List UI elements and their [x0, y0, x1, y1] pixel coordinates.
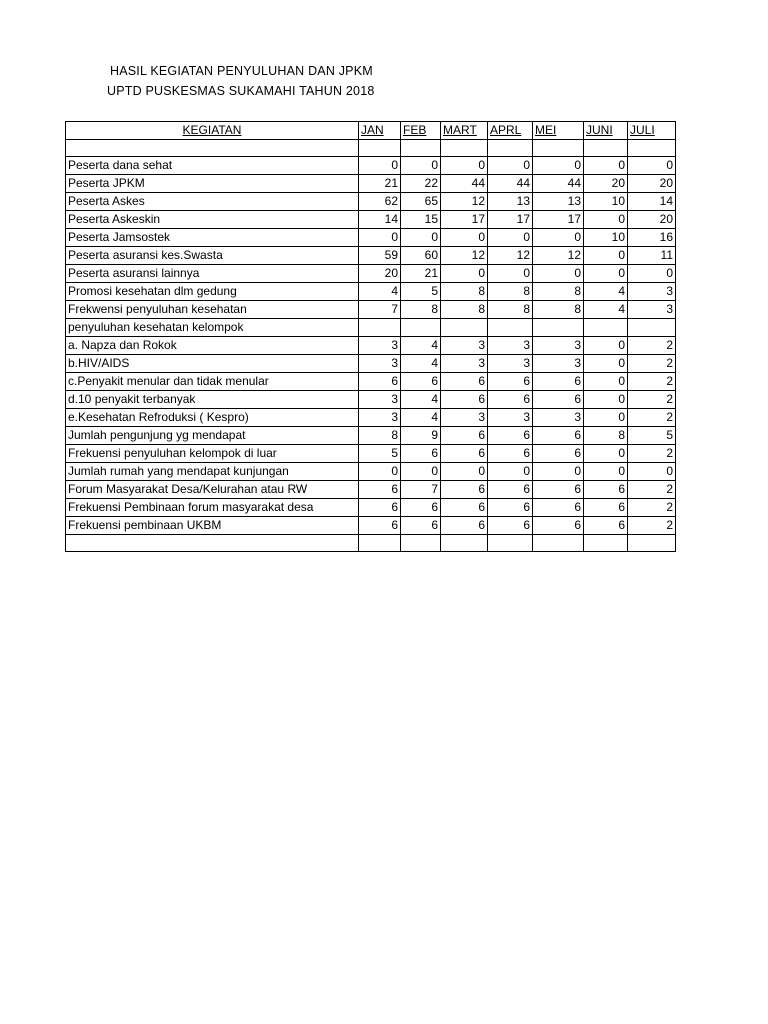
- empty-cell: [441, 535, 488, 552]
- row-value: 0: [533, 229, 584, 247]
- table-row: [66, 499, 676, 517]
- row-value: 6: [533, 445, 584, 463]
- row-value: [441, 319, 488, 337]
- row-value: 6: [488, 373, 533, 391]
- row-value: [488, 319, 533, 337]
- row-value: 3: [533, 337, 584, 355]
- row-value: 22: [401, 175, 441, 193]
- row-value: 20: [628, 175, 676, 193]
- table-row: [66, 391, 676, 409]
- row-value: 44: [441, 175, 488, 193]
- row-value: 0: [359, 229, 401, 247]
- row-value: 4: [401, 355, 441, 373]
- row-value: 11: [628, 247, 676, 265]
- row-value: 2: [628, 445, 676, 463]
- empty-cell: [66, 140, 359, 157]
- row-value: 12: [533, 247, 584, 265]
- row-value: 8: [401, 301, 441, 319]
- row-value: 3: [359, 409, 401, 427]
- row-value: 6: [533, 517, 584, 535]
- row-value: 0: [584, 409, 628, 427]
- row-label: Frekuensi penyuluhan kelompok di luar: [66, 445, 359, 463]
- row-value: 3: [533, 355, 584, 373]
- table-row: [66, 355, 676, 373]
- row-value: 3: [488, 409, 533, 427]
- row-label: Peserta Jamsostek: [66, 229, 359, 247]
- column-header-aprl: APRL: [488, 122, 533, 140]
- row-label: c.Penyakit menular dan tidak menular: [66, 373, 359, 391]
- row-value: 0: [584, 373, 628, 391]
- row-value: 0: [488, 463, 533, 481]
- activity-table: [65, 121, 676, 552]
- row-value: 12: [441, 193, 488, 211]
- row-label: Peserta JPKM: [66, 175, 359, 193]
- row-value: 0: [441, 229, 488, 247]
- empty-cell: [628, 140, 676, 157]
- row-value: 6: [488, 445, 533, 463]
- row-value: 8: [533, 283, 584, 301]
- table-row: [66, 373, 676, 391]
- row-value: 0: [628, 265, 676, 283]
- table-row: [66, 319, 676, 337]
- table-row: [66, 247, 676, 265]
- row-value: 4: [584, 283, 628, 301]
- column-header-mei: MEI: [533, 122, 584, 140]
- row-label: Frekwensi penyuluhan kesehatan: [66, 301, 359, 319]
- row-label: b.HIV/AIDS: [66, 355, 359, 373]
- row-label: Peserta Askes: [66, 193, 359, 211]
- table-row: [66, 175, 676, 193]
- empty-cell: [584, 535, 628, 552]
- row-value: 0: [359, 157, 401, 175]
- row-value: 0: [584, 355, 628, 373]
- row-value: 3: [488, 355, 533, 373]
- column-header-feb: FEB: [401, 122, 441, 140]
- column-header-juni: JUNI: [584, 122, 628, 140]
- row-label: Peserta asuransi kes.Swasta: [66, 247, 359, 265]
- row-value: 0: [584, 445, 628, 463]
- row-label: d.10 penyakit terbanyak: [66, 391, 359, 409]
- row-value: 2: [628, 373, 676, 391]
- row-value: 2: [628, 391, 676, 409]
- row-value: 14: [628, 193, 676, 211]
- row-value: 0: [401, 229, 441, 247]
- row-value: 0: [584, 247, 628, 265]
- row-label: e.Kesehatan Refroduksi ( Kespro): [66, 409, 359, 427]
- row-value: 5: [628, 427, 676, 445]
- table-row: [66, 517, 676, 535]
- row-value: 6: [488, 499, 533, 517]
- header-row: [66, 122, 676, 140]
- row-value: 0: [628, 463, 676, 481]
- row-value: 2: [628, 499, 676, 517]
- row-value: 6: [441, 517, 488, 535]
- row-value: 59: [359, 247, 401, 265]
- table-row: [66, 265, 676, 283]
- row-value: 6: [488, 517, 533, 535]
- row-value: 4: [401, 391, 441, 409]
- empty-cell: [401, 535, 441, 552]
- row-value: 2: [628, 409, 676, 427]
- row-value: 6: [441, 499, 488, 517]
- row-value: 0: [628, 157, 676, 175]
- row-value: 20: [359, 265, 401, 283]
- column-header-kegiatan: KEGIATAN: [66, 122, 359, 140]
- row-value: 16: [628, 229, 676, 247]
- row-value: 6: [441, 373, 488, 391]
- row-value: 0: [401, 463, 441, 481]
- row-value: 10: [584, 193, 628, 211]
- empty-cell: [66, 535, 359, 552]
- row-value: 62: [359, 193, 401, 211]
- row-value: 13: [533, 193, 584, 211]
- row-value: 3: [359, 355, 401, 373]
- row-value: 3: [628, 301, 676, 319]
- row-value: 6: [584, 499, 628, 517]
- row-value: 20: [628, 211, 676, 229]
- row-value: 65: [401, 193, 441, 211]
- row-value: 20: [584, 175, 628, 193]
- row-value: 0: [488, 265, 533, 283]
- row-value: 4: [401, 337, 441, 355]
- row-value: 3: [488, 337, 533, 355]
- table-row: [66, 427, 676, 445]
- row-value: 0: [488, 229, 533, 247]
- row-value: 0: [441, 265, 488, 283]
- empty-cell: [359, 140, 401, 157]
- row-value: 4: [584, 301, 628, 319]
- row-value: 0: [488, 157, 533, 175]
- row-value: 12: [441, 247, 488, 265]
- row-value: 6: [441, 427, 488, 445]
- row-value: 6: [401, 499, 441, 517]
- row-label: Frekuensi pembinaan UKBM: [66, 517, 359, 535]
- table-row: [66, 157, 676, 175]
- row-value: 0: [441, 157, 488, 175]
- table-row: [66, 229, 676, 247]
- row-value: 8: [488, 283, 533, 301]
- row-value: 6: [488, 391, 533, 409]
- row-value: 7: [359, 301, 401, 319]
- row-value: 17: [533, 211, 584, 229]
- row-value: 6: [533, 373, 584, 391]
- row-value: 3: [441, 355, 488, 373]
- row-value: 3: [628, 283, 676, 301]
- row-value: 12: [488, 247, 533, 265]
- column-header-mart: MART: [441, 122, 488, 140]
- table-row: [66, 445, 676, 463]
- table-body: [66, 140, 676, 552]
- row-value: 4: [401, 409, 441, 427]
- row-value: 8: [359, 427, 401, 445]
- row-label: a. Napza dan Rokok: [66, 337, 359, 355]
- row-value: 17: [488, 211, 533, 229]
- row-value: 2: [628, 517, 676, 535]
- row-value: 3: [359, 391, 401, 409]
- row-value: 6: [533, 481, 584, 499]
- row-label: Forum Masyarakat Desa/Kelurahan atau RW: [66, 481, 359, 499]
- row-value: 9: [401, 427, 441, 445]
- column-header-juli: JULI: [628, 122, 676, 140]
- row-value: 0: [584, 463, 628, 481]
- row-value: 6: [533, 499, 584, 517]
- row-label: Jumlah rumah yang mendapat kunjungan: [66, 463, 359, 481]
- row-value: 0: [584, 211, 628, 229]
- row-value: 6: [533, 427, 584, 445]
- table-row: [66, 193, 676, 211]
- report-subtitle: UPTD PUSKESMAS SUKAMAHI TAHUN 2018: [107, 84, 375, 98]
- column-header-jan: JAN: [359, 122, 401, 140]
- row-value: 60: [401, 247, 441, 265]
- row-value: 0: [441, 463, 488, 481]
- table-row: [66, 409, 676, 427]
- row-value: 2: [628, 355, 676, 373]
- row-value: [584, 319, 628, 337]
- row-value: [359, 319, 401, 337]
- table-row: [66, 301, 676, 319]
- row-value: 6: [533, 391, 584, 409]
- row-value: 8: [533, 301, 584, 319]
- empty-cell: [359, 535, 401, 552]
- row-value: 8: [441, 301, 488, 319]
- table-row: [66, 211, 676, 229]
- row-value: 8: [441, 283, 488, 301]
- row-value: 6: [359, 517, 401, 535]
- row-label: penyuluhan kesehatan kelompok: [66, 319, 359, 337]
- empty-cell: [441, 140, 488, 157]
- row-label: Peserta asuransi lainnya: [66, 265, 359, 283]
- row-value: 44: [488, 175, 533, 193]
- empty-cell: [533, 140, 584, 157]
- row-value: 5: [359, 445, 401, 463]
- table-row: [66, 481, 676, 499]
- row-value: 3: [359, 337, 401, 355]
- row-value: 0: [533, 265, 584, 283]
- row-value: 6: [488, 481, 533, 499]
- row-value: 5: [401, 283, 441, 301]
- report-title: HASIL KEGIATAN PENYULUHAN DAN JPKM: [110, 64, 373, 78]
- row-value: [533, 319, 584, 337]
- row-value: 0: [359, 463, 401, 481]
- row-label: Peserta Askeskin: [66, 211, 359, 229]
- row-value: 10: [584, 229, 628, 247]
- table-row: [66, 463, 676, 481]
- empty-cell: [488, 535, 533, 552]
- row-value: 3: [533, 409, 584, 427]
- row-value: 13: [488, 193, 533, 211]
- row-value: 44: [533, 175, 584, 193]
- row-value: 3: [441, 409, 488, 427]
- row-value: 0: [584, 157, 628, 175]
- row-value: 6: [359, 481, 401, 499]
- row-value: 17: [441, 211, 488, 229]
- empty-cell: [488, 140, 533, 157]
- row-label: Peserta dana sehat: [66, 157, 359, 175]
- row-value: 0: [533, 157, 584, 175]
- row-value: 6: [359, 373, 401, 391]
- row-value: 21: [401, 265, 441, 283]
- row-value: 6: [401, 445, 441, 463]
- row-value: 6: [441, 445, 488, 463]
- row-value: 2: [628, 481, 676, 499]
- row-value: 6: [359, 499, 401, 517]
- row-value: 6: [584, 481, 628, 499]
- row-value: 15: [401, 211, 441, 229]
- row-value: [401, 319, 441, 337]
- row-value: 8: [488, 301, 533, 319]
- row-label: Jumlah pengunjung yg mendapat: [66, 427, 359, 445]
- row-value: 6: [584, 517, 628, 535]
- row-value: 7: [401, 481, 441, 499]
- row-value: 0: [584, 337, 628, 355]
- row-value: 14: [359, 211, 401, 229]
- row-label: Frekuensi Pembinaan forum masyarakat desa: [66, 499, 359, 517]
- table-row: [66, 337, 676, 355]
- row-value: 0: [584, 265, 628, 283]
- table-row: [66, 283, 676, 301]
- row-value: 21: [359, 175, 401, 193]
- row-value: [628, 319, 676, 337]
- row-value: 3: [441, 337, 488, 355]
- row-value: 6: [401, 517, 441, 535]
- row-value: 0: [401, 157, 441, 175]
- empty-cell: [628, 535, 676, 552]
- row-value: 6: [401, 373, 441, 391]
- empty-row: [66, 535, 676, 552]
- row-value: 6: [441, 481, 488, 499]
- empty-cell: [584, 140, 628, 157]
- empty-cell: [401, 140, 441, 157]
- row-value: 0: [533, 463, 584, 481]
- row-value: 0: [584, 391, 628, 409]
- row-value: 6: [488, 427, 533, 445]
- row-value: 8: [584, 427, 628, 445]
- empty-row: [66, 140, 676, 157]
- empty-cell: [533, 535, 584, 552]
- row-value: 6: [441, 391, 488, 409]
- row-value: 4: [359, 283, 401, 301]
- row-value: 2: [628, 337, 676, 355]
- row-label: Promosi kesehatan dlm gedung: [66, 283, 359, 301]
